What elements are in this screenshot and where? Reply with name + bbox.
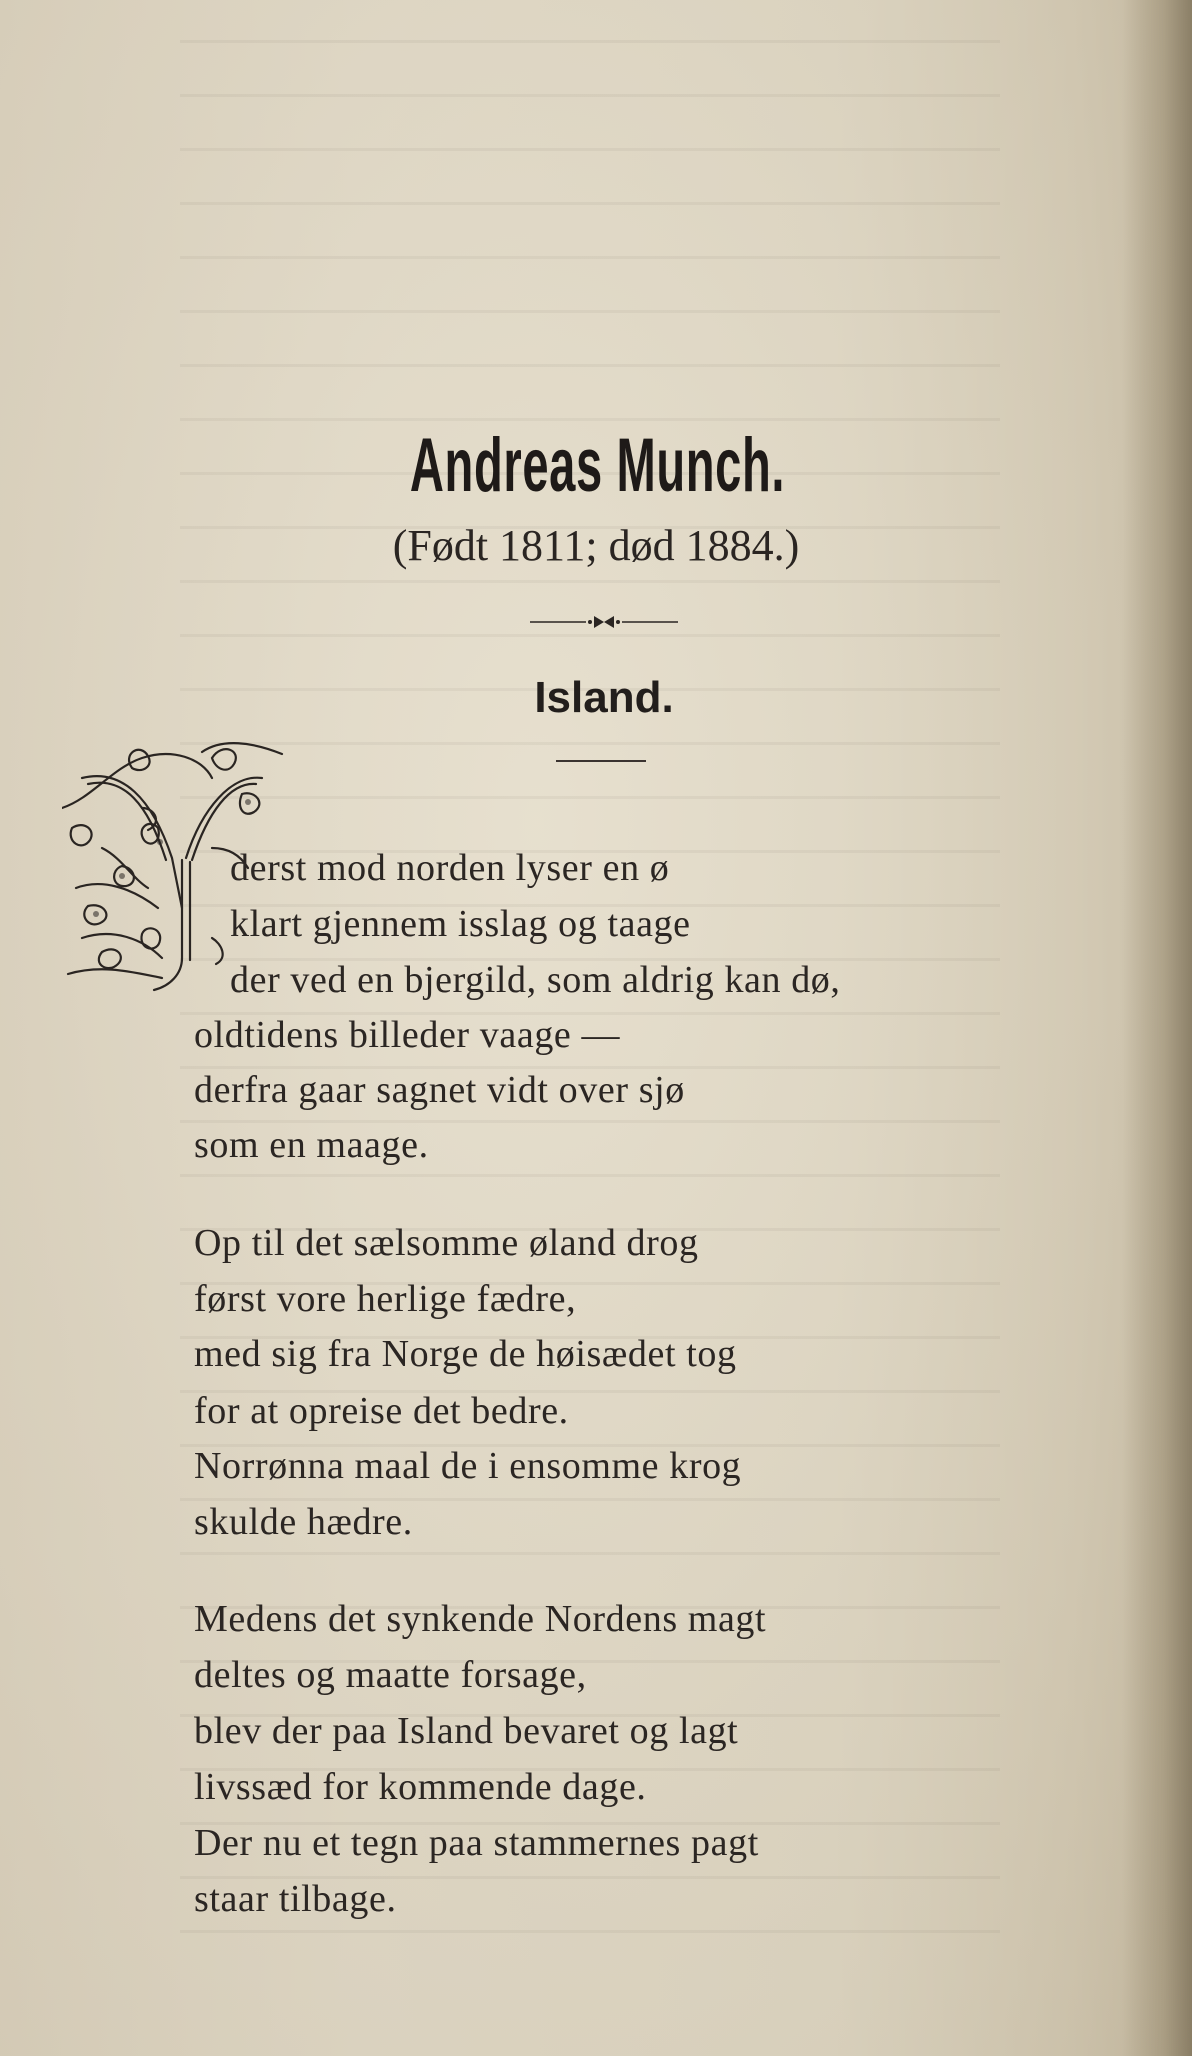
poem-line: Der nu et tegn paa stammernes pagt bbox=[194, 1822, 759, 1864]
author-dates: (Født 1811; død 1884.) bbox=[392, 521, 800, 570]
poem-line: der ved en bjergild, som aldrig kan dø, bbox=[230, 959, 841, 1001]
poem-line: deltes og maatte forsage, bbox=[194, 1654, 587, 1696]
poem-line: for at opreise det bedre. bbox=[194, 1390, 569, 1432]
poem-line: derfra gaar sagnet vidt over sjø bbox=[194, 1069, 685, 1111]
poem-line: staar tilbage. bbox=[194, 1878, 397, 1920]
poem-line: som en maage. bbox=[194, 1124, 429, 1166]
poem-line: derst mod norden lyser en ø bbox=[230, 847, 670, 889]
poem-line: skulde hædre. bbox=[194, 1501, 413, 1543]
poem-line: blev der paa Island bevaret og lagt bbox=[194, 1710, 739, 1752]
poem-line: Medens det synkende Nordens magt bbox=[194, 1598, 767, 1640]
poem-line: oldtidens billeder vaage — bbox=[194, 1014, 621, 1056]
poem-title: Island. bbox=[534, 673, 674, 722]
author-name: Andreas Munch. bbox=[409, 423, 786, 508]
page-gutter-shadow bbox=[1122, 0, 1192, 2056]
poem-line: Norrønna maal de i ensomme krog bbox=[194, 1445, 742, 1487]
poem-line: først vore herlige fædre, bbox=[194, 1278, 577, 1320]
poem-line: med sig fra Norge de høisædet tog bbox=[194, 1333, 737, 1375]
poem-line: livssæd for kommende dage. bbox=[194, 1766, 647, 1808]
poem-line: Op til det sælsomme øland drog bbox=[194, 1222, 699, 1264]
title-rule bbox=[556, 760, 646, 762]
poem-line: klart gjennem isslag og taage bbox=[230, 903, 691, 945]
ornament-divider bbox=[530, 612, 678, 632]
